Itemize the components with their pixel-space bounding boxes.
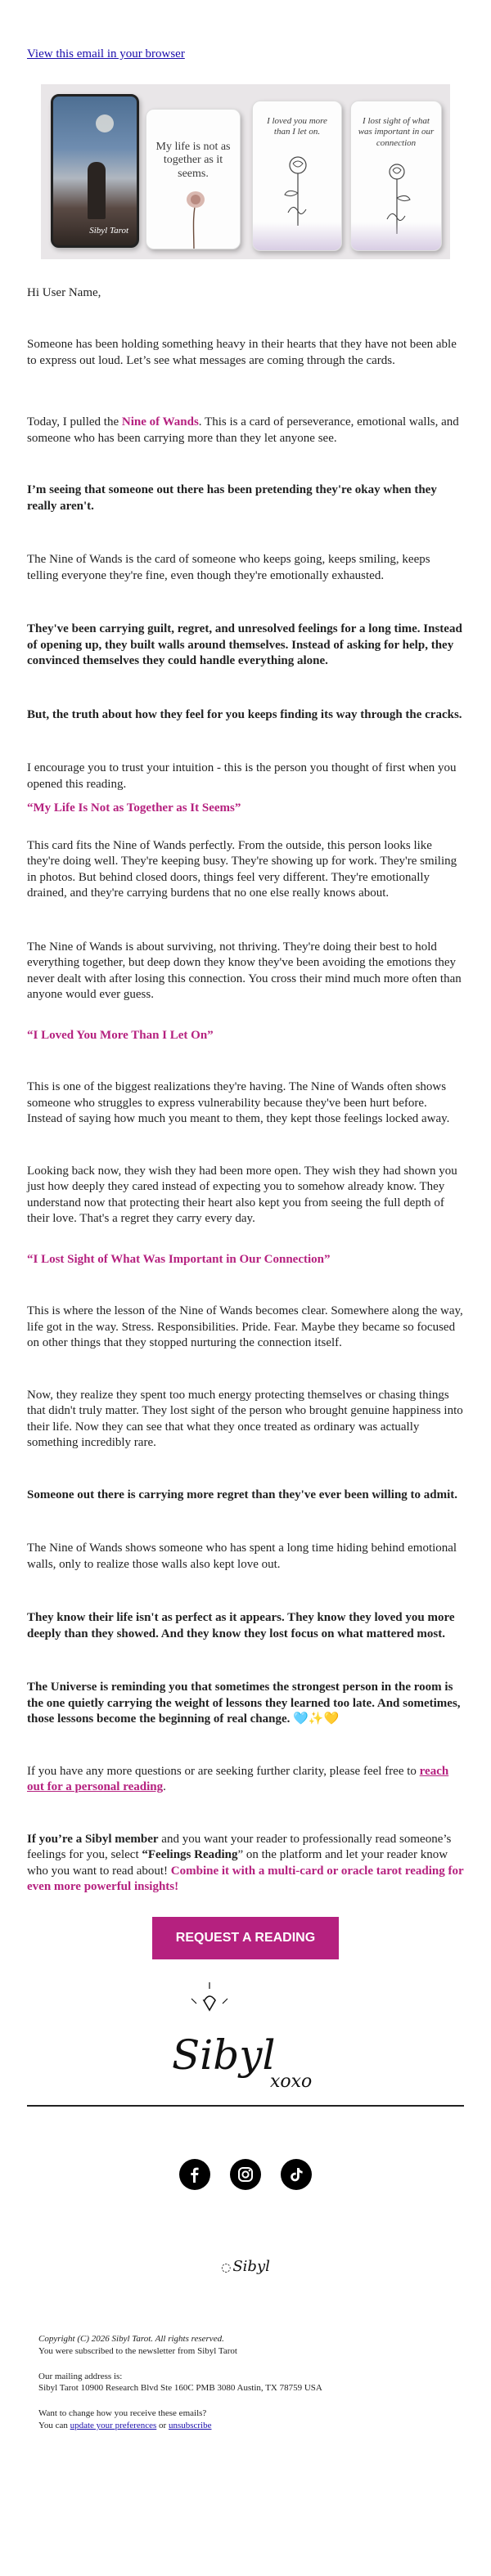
request-reading-button[interactable]: REQUEST A READING: [152, 1917, 339, 1959]
bold-paragraph-5: They know their life isn't as perfect as it appears. They know they loved you more deeply than they showed. And they know they lost focus on what mattered most.: [27, 1611, 455, 1640]
footer-copyright: Copyright (C) 2026 Sibyl Tarot. All rights reserved.: [38, 2333, 224, 2344]
paragraph-2: The Nine of Wands is the card of someone who keeps going, keeps smiling, keeps telling everyone they're fine, even though they're emotionally exhausted.: [27, 553, 430, 582]
paragraph-9: Now, they realize they spent too much energy protecting themselves or chasing things that didn't truly matter. They lost sight of the person who brought genuine happiness into their life. Now they can see that what they once treated as ordinary was actually something incredibly rare.: [27, 1388, 463, 1449]
quote-card-2: [252, 101, 342, 251]
signature: [0, 1982, 491, 2105]
tiktok-icon[interactable]: [281, 2159, 312, 2190]
section-heading-3: “I Lost Sight of What Was Important in Our Connection”: [27, 1252, 331, 1266]
intro-paragraph: Someone has been holding something heavy in their hearts that they have not been able to express out loud. Let’s see what messages are coming through the cards.: [27, 338, 457, 367]
section-heading-1: “My Life Is Not as Together as It Seems”: [27, 801, 241, 815]
card-pulled-paragraph: Today, I pulled the Nine of Wands. This is a card of perseverance, emotional walls, and someone who has been carrying more than they let anyone see.: [27, 415, 459, 445]
hero-image: [41, 84, 450, 259]
quote-card-1-text: My life is not as together as it seems.: [155, 140, 231, 181]
section-heading-2: “I Loved You More Than I Let On”: [27, 1028, 214, 1042]
rose-icon: [273, 152, 322, 234]
paragraph-6: This is one of the biggest realizations they're having. The Nine of Wands often shows someone who struggles to express vulnerability because they've been hurt before. Instead of saying how much you meant to them, they kept those feelings locked away.: [27, 1080, 450, 1125]
unsubscribe-link[interactable]: unsubscribe: [168, 2421, 212, 2431]
personal-reading-link[interactable]: reach out for a personal reading: [27, 1764, 449, 1793]
quote-card-3: [350, 101, 442, 251]
paragraph-8: This is where the lesson of the Nine of Wands becomes clear. Somewhere along the way, life got in the way. Stress. Responsibilities. Pride. Fear. Maybe they became so focused on other things that they stopped nurturing the connection itself.: [27, 1304, 463, 1349]
signature-sign-off: xoxo: [270, 2071, 313, 2092]
bold-paragraph-2: They've been carrying guilt, regret, and unresolved feelings for a long time. Instead of opening up, they built walls around themselves. Instead of asking for help, they convinced themselves they could handle everything alone.: [27, 622, 462, 667]
clarity-paragraph: If you have any more questions or are seeking further clarity, please feel free to reach out for a personal reading.: [27, 1764, 449, 1793]
heart-icon: [204, 1996, 215, 2010]
facebook-icon[interactable]: [179, 2159, 210, 2190]
footer-mailing-label: Our mailing address is:: [38, 2371, 123, 2381]
update-preferences-link[interactable]: update your preferences: [70, 2421, 157, 2431]
bold-paragraph-4: Someone out there is carrying more regret than they've ever been willing to admit.: [27, 1488, 458, 1501]
footer: [0, 2276, 491, 2432]
paragraph-7: Looking back now, they wish they had been more open. They wish they had shown you just how deeply they cared instead of expecting you to somehow already know. They understand now that protecting their heart also kept you from seeing the full depth of their love. That's a regret they carry every day.: [27, 1164, 457, 1225]
signature-graphic: [0, 1982, 491, 2105]
sibyl-logo: [0, 2257, 491, 2276]
paragraph-5: The Nine of Wands is about surviving, not thriving. They're doing their best to hold everything together, but deep down they know they've been avoiding the emotions they never dealt with after losing this connection. You cross their mind much more often than anyone would ever guess.: [27, 940, 462, 1001]
bold-paragraph-3: But, the truth about how they feel for you keeps finding its way through the cracks.: [27, 707, 462, 721]
photo-card-signature: Sibyl Tarot: [89, 226, 128, 236]
card-name-highlight: Nine of Wands: [121, 415, 199, 429]
paragraph-10: The Nine of Wands shows someone who has spent a long time hiding behind emotional walls, only to realize those walls also kept love out.: [27, 1542, 457, 1571]
footer-preferences: You can update your preferences or unsubscribe: [38, 2421, 212, 2431]
footer-subscribed: You were subscribed to the newsletter from Sibyl Tarot: [38, 2345, 237, 2356]
social-links: [0, 2159, 491, 2190]
member-highlight: Combine it with a multi-card or oracle tarot reading for even more powerful insights!: [27, 1864, 464, 1893]
quote-card-1: [146, 109, 241, 249]
photo-card: [51, 94, 139, 248]
footer-address: Sibyl Tarot 10900 Research Blvd Ste 160C PMB 3080 Austin, TX 78759 USA: [38, 2383, 322, 2394]
sibyl-logo-text: Sibyl: [232, 2257, 270, 2275]
quote-card-2-text: I loved you more than I let on.: [267, 115, 327, 137]
greeting: Hi User Name,: [27, 285, 101, 299]
instagram-icon[interactable]: [230, 2159, 261, 2190]
footer-change-question: Want to change how you receive these emails?: [38, 2408, 207, 2419]
paragraph-3: I encourage you to trust your intuition - this is the person you thought of first when you opened this reading.: [27, 761, 457, 791]
sibyl-logo-icon: ◌: [221, 2260, 232, 2274]
dried-flower-icon: [178, 188, 210, 249]
member-paragraph: If you’re a Sibyl member and you want your reader to professionally read someone’s feelings for you, select “Feelings Reading” on the platform and let your reader know who you want to read about! Combine it with a multi-card or oracle tarot reading for even more powerful insights!: [27, 1832, 464, 1893]
paragraph-4: This card fits the Nine of Wands perfectly. From the outside, this person looks like they're doing well. They're keeping busy. They're showing up for work. They're smiling in photos. But behind closed doors, things feel very different. They're emotionally drained, and they're carrying burdens that no one else really knows about.: [27, 838, 457, 900]
view-in-browser-link[interactable]: View this email in your browser: [27, 47, 185, 61]
signature-name: Sibyl: [172, 2031, 276, 2079]
bold-paragraph-6: The Universe is reminding you that sometimes the strongest person in the room is the one quietly carrying the weight of lessons they learned too late. And sometimes, those lessons become the beginning of real change. 🩵✨💛: [27, 1681, 461, 1726]
bold-paragraph-1: I’m seeing that someone out there has been pretending they're okay when they really aren't.: [27, 483, 437, 513]
quote-card-3-text: I lost sight of what was important in our connection: [358, 115, 435, 148]
